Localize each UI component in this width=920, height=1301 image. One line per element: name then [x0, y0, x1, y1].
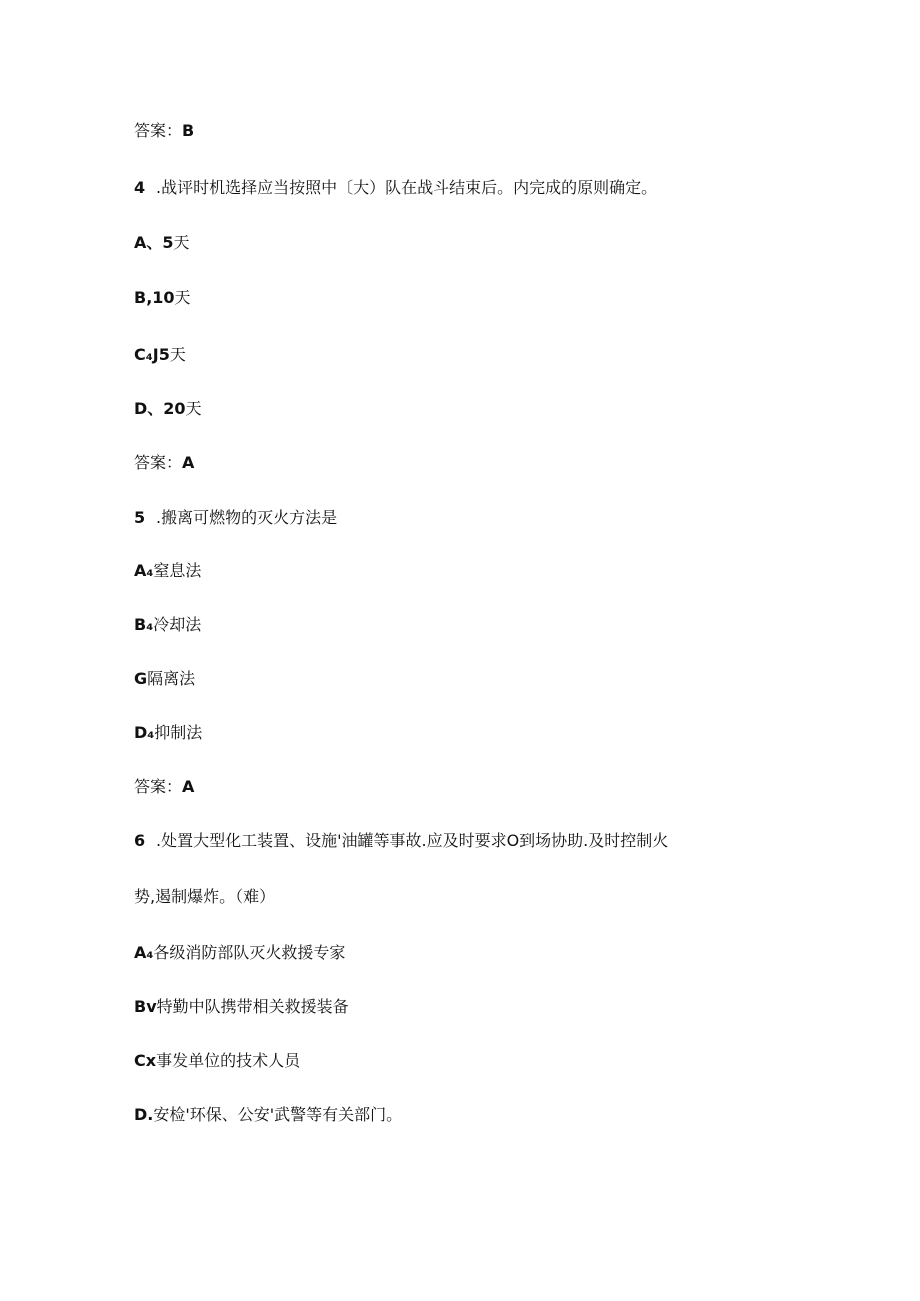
option-d — [134, 398, 202, 420]
option-text: 天 — [185, 399, 202, 418]
option-text: 特勤中队携带相关救援装备 — [156, 997, 349, 1016]
option-text: 天 — [169, 345, 186, 364]
option-text: 窒息法 — [153, 561, 202, 580]
answer-line — [134, 452, 194, 474]
option-c — [134, 344, 186, 366]
option-label: D. — [134, 1105, 154, 1124]
question-6-continuation — [134, 886, 275, 908]
option-a — [134, 942, 345, 964]
question-text: .处置大型化工装置、设施'油罐等事故.应及时要求O到场协助.及时控制火 — [156, 831, 669, 850]
option-a — [134, 560, 201, 582]
option-label: G — [134, 669, 148, 688]
question-text: .战评时机选择应当按照中〔大）队在战斗结束后。内完成的原则确定。 — [156, 178, 658, 197]
option-b — [134, 287, 191, 309]
question-number: 5 — [134, 508, 146, 527]
option-text: 天 — [174, 288, 191, 307]
answer-label: 答案： — [134, 121, 183, 140]
option-c — [134, 1050, 300, 1072]
question-number: 6 — [134, 831, 146, 850]
answer-value: A — [182, 777, 195, 796]
option-label: C₄J5 — [134, 345, 170, 364]
question-6 — [134, 830, 668, 852]
option-label: D、20 — [134, 399, 186, 418]
option-b — [134, 614, 201, 636]
answer-value: B — [182, 121, 195, 140]
option-c — [134, 668, 195, 690]
option-text: 安检'环保、公安'武警等有关部门。 — [153, 1105, 403, 1124]
question-text: .搬离可燃物的灭火方法是 — [156, 508, 338, 527]
option-text: 隔离法 — [147, 669, 196, 688]
question-text: 势,遏制爆炸。（难） — [134, 887, 276, 906]
answer-line — [134, 120, 194, 142]
question-number: 4 — [134, 178, 146, 197]
question-5 — [134, 507, 337, 529]
question-4 — [134, 177, 657, 199]
option-label: B,10 — [134, 288, 175, 307]
answer-value: A — [182, 453, 195, 472]
option-text: 冷却法 — [153, 615, 202, 634]
answer-label: 答案： — [134, 453, 183, 472]
option-b — [134, 996, 349, 1018]
option-label: A₄ — [134, 561, 154, 580]
option-text: 抑制法 — [154, 723, 203, 742]
option-label: Bv — [134, 997, 157, 1016]
option-text: 事发单位的技术人员 — [156, 1051, 301, 1070]
answer-line — [134, 776, 194, 798]
option-label: A₄ — [134, 943, 154, 962]
answer-label: 答案： — [134, 777, 183, 796]
option-text: 天 — [173, 233, 190, 252]
option-text: 各级消防部队灭火救援专家 — [153, 943, 346, 962]
option-label: D₄ — [134, 723, 155, 742]
option-d — [134, 722, 202, 744]
option-a — [134, 232, 190, 254]
option-label: Cx — [134, 1051, 157, 1070]
option-label: B₄ — [134, 615, 154, 634]
option-label: A、5 — [134, 233, 174, 252]
option-d — [134, 1104, 402, 1126]
